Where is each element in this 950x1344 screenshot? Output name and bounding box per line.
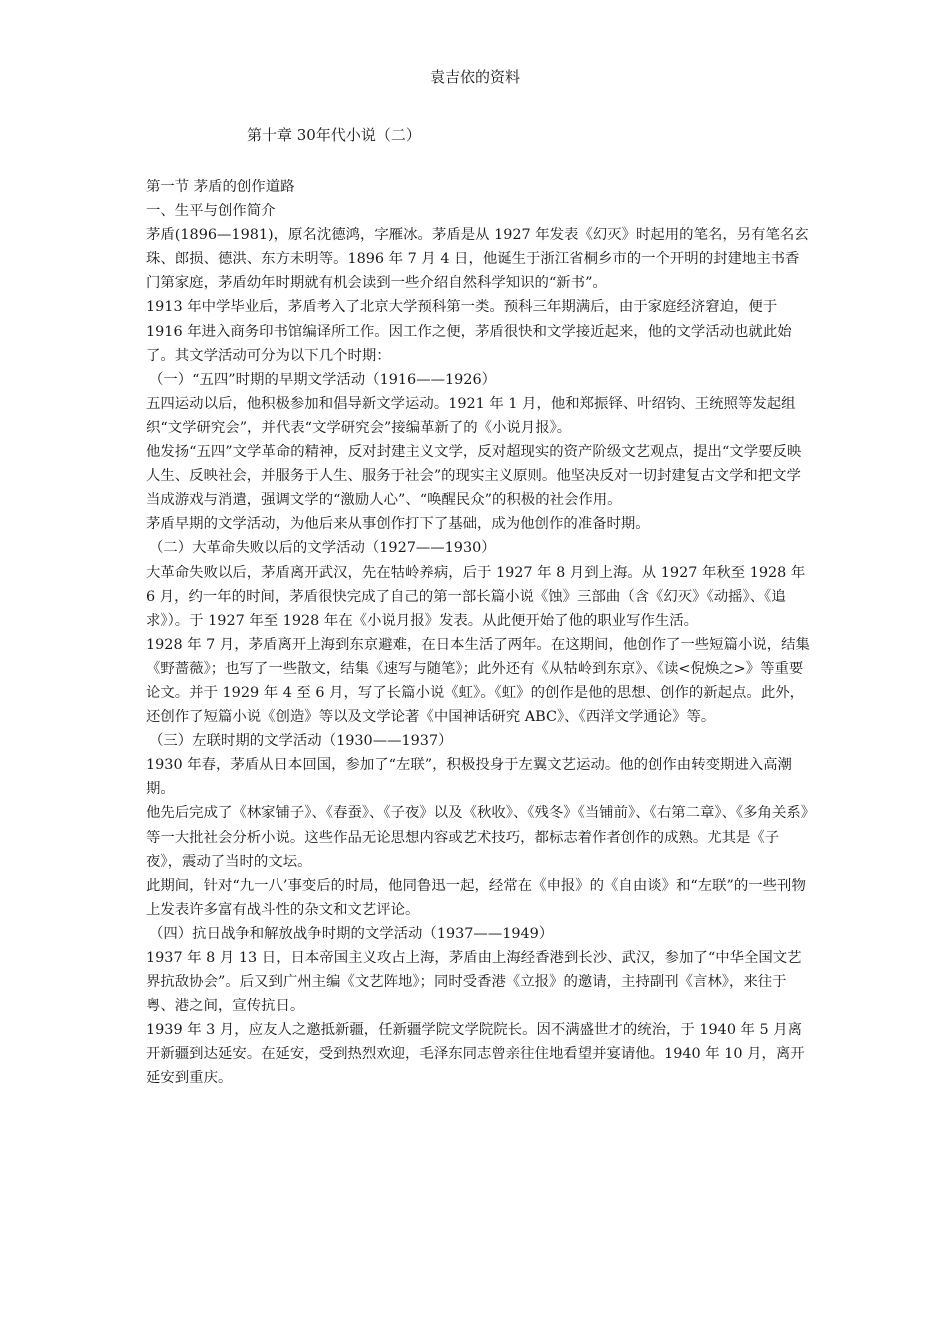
paragraph: 五四运动以后，他积极参加和倡导新文学运动。1921 年 1 月，他和郑振铎、叶绍钧、王统照等发起组织“文学研究会”，并代表“文学研究会”接编革新了的《小说月报》。 (146, 395, 796, 436)
page-header: 袁吉依的资料 (429, 68, 520, 86)
section-heading: 第一节 茅盾的创作道路 (146, 179, 295, 195)
subsection-heading: 一、生平与创作简介 (146, 203, 276, 220)
period-heading: （三）左联时期的文学活动（1930——1937） (149, 733, 453, 750)
paragraph: 茅盾(1896—1981)，原名沈德鸿，字雁冰。茅盾是从 1927 年发表《幻灭》时起用的笔名，另有笔名玄珠、郎损、德洪、东方未明等。1896 年 7 月 4 日，他诞生于浙江省桐乡市的一个开明的封建地主书香门第家庭，茅盾幼年时期就有机会读到一些介绍自然科学知识的“新书”。 (146, 227, 809, 292)
paragraph: 他发扬“五四”文学革命的精神，反对封建主义文学，反对超现实的资产阶级文艺观点，提出“文学要反映人生、反映社会，并服务于人生、服务于社会”的现实主义原则。他坚决反对一切封建复古文学和把文学当成游戏与消遣，强调文学的“激励人心”、“唤醒民众”的积极的社会作用。 (146, 444, 802, 509)
document-body (146, 175, 810, 1091)
paragraph: 1928 年 7 月，茅盾离开上海到东京避难，在日本生活了两年。在这期间，他创作了一些短篇小说，结集《野蔷薇》；也写了一些散文，结集《速写与随笔》；此外还有《从牯岭到东京》、《读<倪焕之>》等重要论文。并于 1929 年 4 至 6 月，写了长篇小说《虹》。《虹》的创作是他的思想、创作的新起点。此外，还创作了短篇小说《创造》等以及文学论著《中国神话研究 ABC》、《西洋文学通论》等。 (146, 636, 810, 726)
period-heading: （四）抗日战争和解放战争时期的文学活动（1937——1949） (149, 925, 554, 942)
paragraph: 1937 年 8 月 13 日，日本帝国主义攻占上海，茅盾由上海经香港到长沙、武汉，参加了“中华全国文艺界抗敌协会”。后又到广州主编《文艺阵地》；同时受香港《立报》的邀请，主持副刊《言林》，来往于粤、港之间，宣传抗日。 (146, 950, 802, 1015)
paragraph: 1939 年 3 月，应友人之邀抵新疆，任新疆学院文学院院长。因不满盛世才的统治，于 1940 年 5 月离开新疆到达延安。在延安，受到热烈欢迎，毛泽东同志曾亲往住地看望并宴请他。1940 年 10 月，离开延安到重庆。 (146, 1022, 805, 1087)
period-heading: （一）“五四”时期的早期文学活动（1916——1926） (149, 371, 496, 388)
paragraph: 1930 年春，茅盾从日本回国，参加了“左联”，积极投身于左翼文艺运动。他的创作由转变期进入高潮期。 (146, 757, 792, 798)
paragraph: 1913 年中学毕业后，茅盾考入了北京大学预科第一类。预科三年期满后，由于家庭经济窘迫，便于 1916 年进入商务印书馆编译所工作。因工作之便，茅盾很快和文学接近起来，他的文学活动也就此始了。其文学活动可分为以下几个时期： (146, 299, 792, 364)
paragraph: 大革命失败以后，茅盾离开武汉，先在牯岭养病，后于 1927 年 8 月到上海。从 1927 年秋至 1928 年 6 月，约一年的时间，茅盾很快完成了自己的第一部长篇小说《蚀》三部曲（含《幻灭》《动摇》、《追求》）。于 1927 年至 1928 年在《小说月报》发表。从此便开始了他的职业写作生活。 (146, 564, 806, 629)
paragraph: 茅盾早期的文学活动，为他后来从事创作打下了基础，成为他创作的准备时期。 (146, 516, 650, 533)
chapter-title: 第十章 30年代小说（二） (247, 126, 421, 144)
paragraph: 此期间，针对“九一八’事变后的时局，他同鲁迅一起，经常在《申报》的《自由谈》和“左联”的一些刊物上发表许多富有战斗性的杂文和文艺评论。 (146, 877, 806, 918)
period-heading: （二）大革命失败以后的文学活动（1927——1930） (149, 540, 496, 557)
paragraph: 他先后完成了《林家铺子》、《春蚕》、《子夜》以及《秋收》、《残冬》《当铺前》、《右第二章》、《多角关系》等一大批社会分析小说。这些作品无论思想内容或艺术技巧，都标志着作者创作的成熟。尤其是《子夜》，震动了当时的文坛。 (146, 805, 808, 870)
